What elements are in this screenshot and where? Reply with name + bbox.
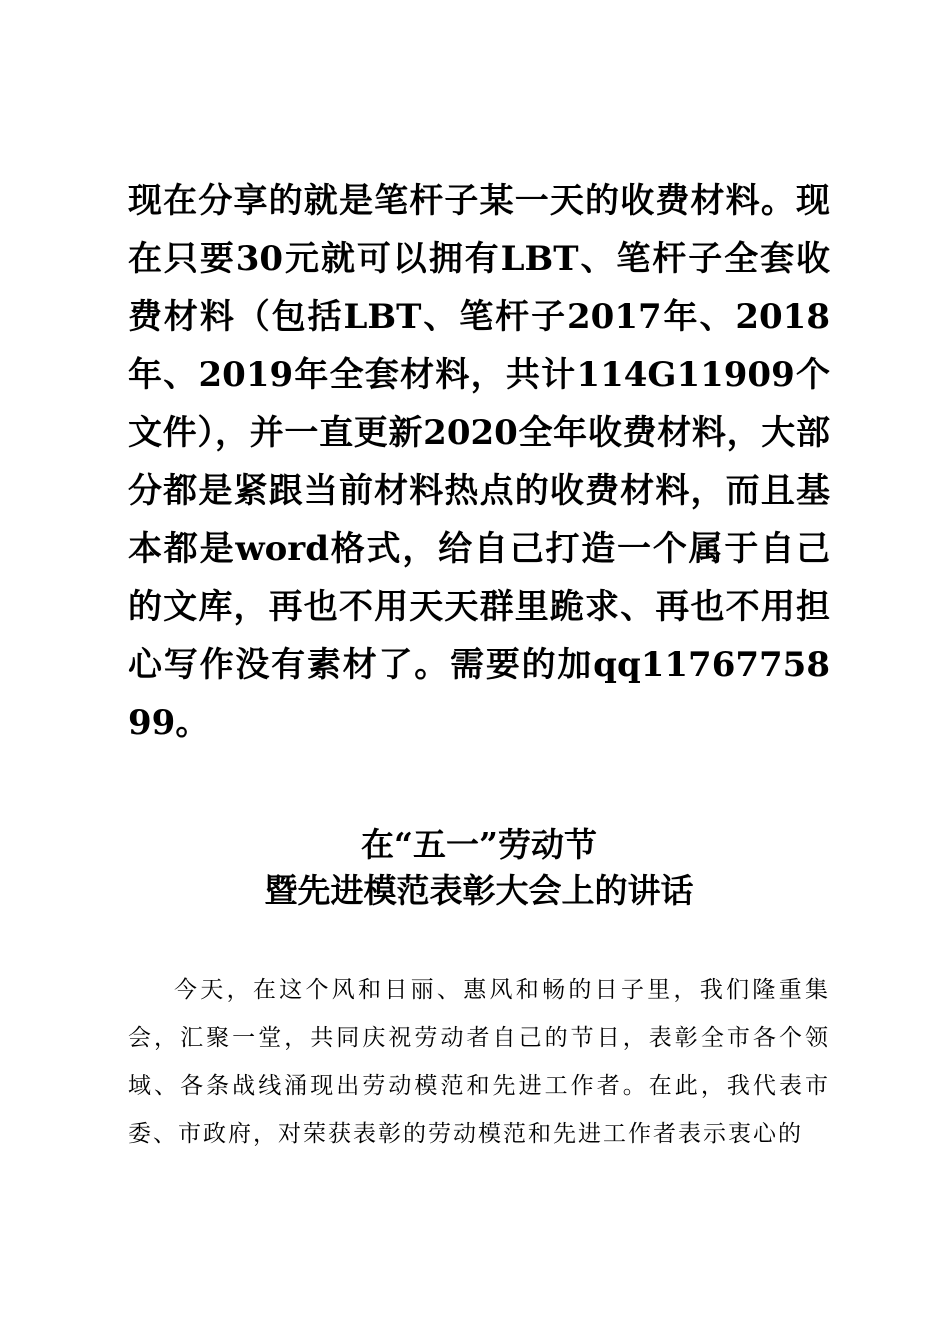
promo-paragraph: 现在分享的就是笔杆子某一天的收费材料。现在只要30元就可以拥有LBT、笔杆子全套收费材料（包括LBT、笔杆子2017年、2018年、2019年全套材料，共计114G11909个文件），并一直更新2020全年收费材料，大部分都是紧跟当前材料热点的收费材料，而且基本都是word格式，给自己打造一个属于自己的文库，再也不用天天群里跪求、再也不用担心写作没有素材了。需要的加qq1176775899。: [128, 181, 830, 743]
speech-title: [128, 822, 830, 914]
speech-title-line-1: 在“五一”劳动节: [361, 825, 597, 864]
speech-title-line-2: 暨先进模范表彰大会上的讲话: [264, 871, 694, 910]
speech-body-paragraph: 今天，在这个风和日丽、惠风和畅的日子里，我们隆重集会，汇聚一堂，共同庆祝劳动者自己的节日，表彰全市各个领域、各条战线涌现出劳动模范和先进工作者。在此，我代表市委、市政府，对荣获表彰的劳动模范和先进工作者表示衷心的: [128, 977, 830, 1147]
